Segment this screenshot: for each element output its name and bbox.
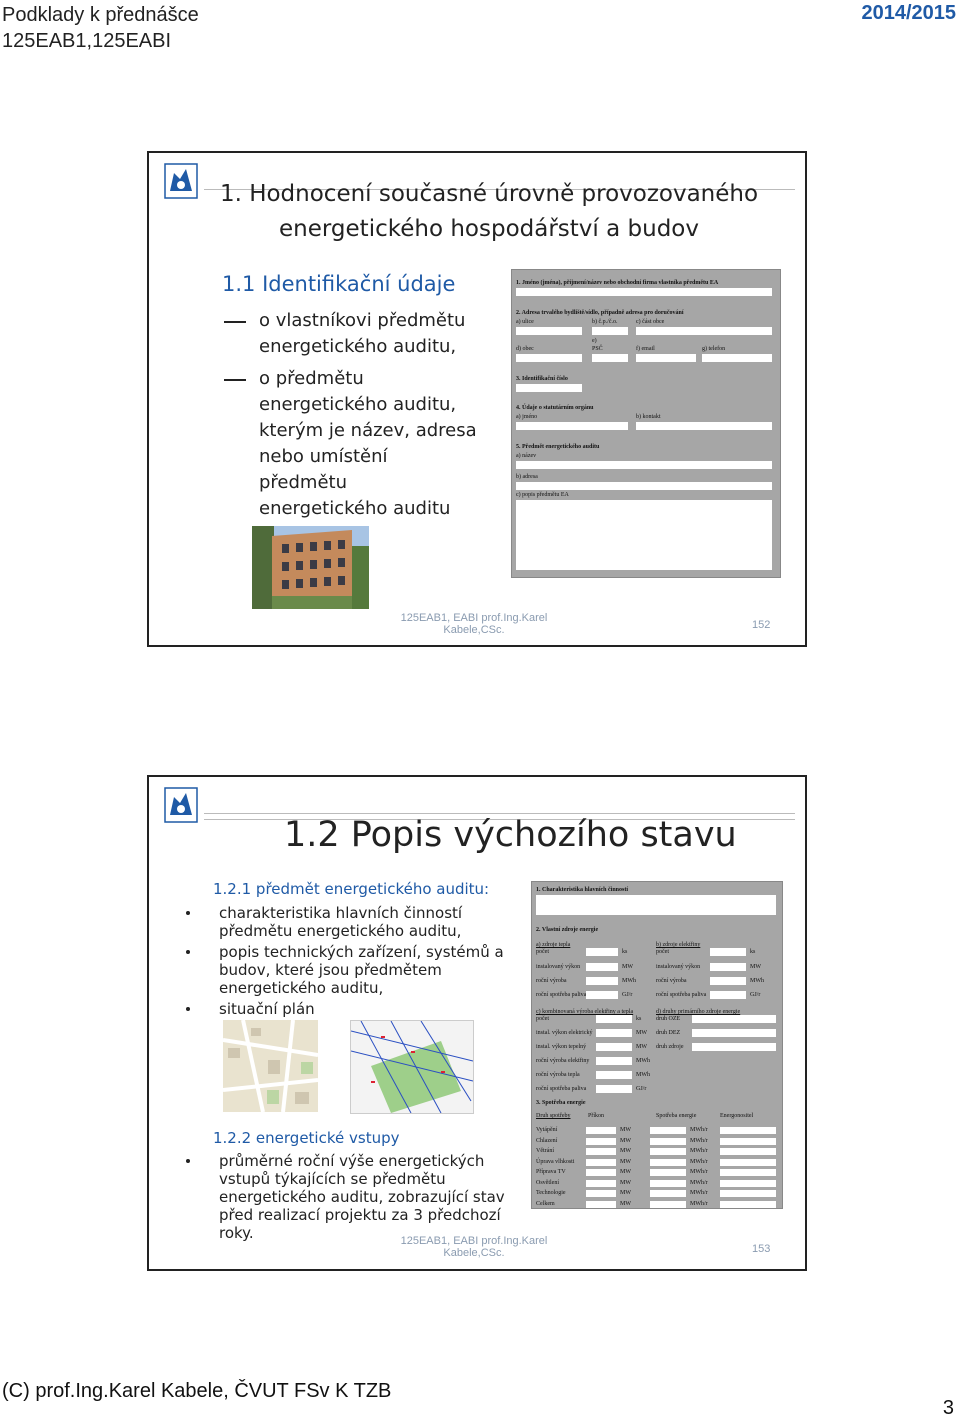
table-row-label: Příprava TV <box>536 1169 566 1175</box>
header-courses: 125EAB1,125EABI <box>2 30 172 52</box>
form-label: druh zdroje <box>656 1044 684 1050</box>
form-label: Energonositel <box>720 1113 754 1119</box>
unit-label: MW <box>620 1127 631 1133</box>
form-label: GJ/r <box>636 1086 647 1092</box>
form-box <box>720 1159 776 1166</box>
form-box <box>596 1085 632 1093</box>
form-box <box>586 1169 616 1176</box>
form-box <box>596 1015 632 1023</box>
building-photo <box>252 526 369 609</box>
form-box <box>650 1148 686 1155</box>
footer-line: Kabele,CSc. <box>443 624 505 636</box>
form-box <box>650 1127 686 1134</box>
bullet-line: charakteristika hlavních činností <box>219 904 463 922</box>
form-label: roční spotřeba paliva <box>536 992 587 998</box>
dash-bullet-icon <box>224 379 246 381</box>
form-box <box>692 1029 776 1037</box>
bullet-item <box>219 904 462 940</box>
bullet-line: popis technických zařízení, systémů a <box>219 943 504 961</box>
form-box <box>720 1148 776 1155</box>
form-label: instal. výkon elektrický <box>536 1030 593 1036</box>
form-box <box>516 354 582 362</box>
form-box <box>692 1015 776 1023</box>
bullet-line: energetického auditu <box>259 498 451 519</box>
form-label: MWh <box>636 1058 650 1064</box>
site-map-image <box>223 1020 318 1112</box>
form-label: počet <box>656 949 669 955</box>
bullet-line: o vlastníkovi předmětu <box>259 310 466 331</box>
form-label: 4. Údaje o statutárním orgánu <box>516 405 594 411</box>
bullet-item <box>219 1000 315 1018</box>
form-label: MW <box>636 1030 647 1036</box>
slide-number: 153 <box>752 1243 771 1255</box>
form-label: roční výroba <box>536 978 567 984</box>
form-label: Druh spotřeby <box>536 1113 571 1119</box>
bullet-line: vstupů týkajících se předmětu <box>219 1170 446 1188</box>
unit-label: MW <box>620 1179 631 1186</box>
identification-form-image <box>511 269 781 578</box>
form-box <box>516 288 772 296</box>
form-label: b) kontakt <box>636 414 661 420</box>
form-label: a) zdroje tepla <box>536 942 571 948</box>
bullet-item <box>259 308 465 360</box>
form-label: MW <box>622 964 633 970</box>
unit-label: MWh/r <box>690 1200 708 1207</box>
bullet-line: energetického auditu, <box>219 979 384 997</box>
form-label: a) název <box>516 453 537 459</box>
form-label: instal. výkon tepelný <box>536 1044 587 1050</box>
form-box <box>586 1127 616 1134</box>
form-box <box>596 1057 632 1065</box>
bullet-item <box>259 366 477 522</box>
bullet-line: situační plán <box>219 1000 315 1018</box>
form-box <box>586 948 618 956</box>
form-box <box>636 354 696 362</box>
form-box <box>720 1127 776 1134</box>
form-box <box>710 963 746 971</box>
unit-label: MW <box>620 1158 631 1165</box>
university-logo-icon <box>164 787 198 823</box>
bullet-dot-icon <box>186 1007 190 1011</box>
form-label: roční výroba <box>656 978 687 984</box>
form-label: e) <box>592 338 597 344</box>
table-row-label: Vytápění <box>536 1127 558 1133</box>
bullet-line: o předmětu <box>259 368 364 389</box>
form-label: 1. Charakteristika hlavních činností <box>536 887 629 893</box>
header-rule <box>204 813 795 814</box>
form-box <box>592 354 628 362</box>
form-label: ks <box>750 949 756 955</box>
bullet-line: předmětu energetického auditu, <box>219 922 462 940</box>
form-label: počet <box>536 1016 549 1022</box>
bullet-dot-icon <box>186 950 190 954</box>
table-row-label: Celkem <box>536 1200 555 1207</box>
form-label: GJ/r <box>750 992 761 998</box>
footer-author: (C) prof.Ing.Karel Kabele, ČVUT FSv K TZB <box>2 1380 392 1402</box>
form-box <box>650 1169 686 1176</box>
form-label: d) obec <box>516 346 534 352</box>
unit-label: MW <box>620 1137 631 1144</box>
unit-label: MWh/r <box>690 1148 708 1154</box>
header-title: Podklady k přednášce <box>2 4 199 26</box>
form-box <box>650 1159 686 1166</box>
header-left <box>2 2 199 54</box>
form-label: ks <box>636 1016 642 1022</box>
bullet-line: energetického auditu, <box>259 394 457 415</box>
form-label: 2. Vlastní zdroje energie <box>536 927 599 933</box>
form-label: f) email <box>636 346 655 352</box>
bullet-line: předmětu <box>259 472 348 493</box>
section-heading: 1.2.2 energetické vstupy <box>213 1129 400 1147</box>
form-label: a) ulice <box>516 319 534 325</box>
form-label: c) část obce <box>636 319 665 325</box>
dash-bullet-icon <box>224 321 246 323</box>
form-box <box>596 1071 632 1079</box>
slide-153 <box>147 775 807 1271</box>
form-label: Spotřeba energie <box>656 1113 697 1119</box>
title-line: 1. Hodnocení současné úrovně provozovaného <box>219 181 759 207</box>
form-label: roční výroba tepla <box>536 1072 580 1078</box>
form-label: roční spotřeba paliva <box>536 1086 587 1092</box>
form-label: c) popis předmětu EA <box>516 492 569 498</box>
form-box <box>516 461 772 469</box>
form-box <box>650 1180 686 1187</box>
form-box <box>710 977 746 985</box>
bullet-item <box>219 1152 505 1242</box>
form-label: GJ/r <box>622 992 633 998</box>
form-label: 2. Adresa trvalého bydliště/sídlo, případně adresa pro doručování <box>516 310 684 316</box>
form-box <box>720 1190 776 1197</box>
unit-label: MW <box>620 1190 631 1196</box>
unit-label: MWh/r <box>690 1190 708 1196</box>
form-label: PSČ <box>592 346 603 352</box>
form-box <box>710 991 746 999</box>
slide-footer <box>389 612 559 636</box>
table-row-label: Úprava vlhkosti <box>536 1158 575 1165</box>
form-box <box>536 895 776 915</box>
form-label: d) druhy primárního zdroje energie <box>656 1009 741 1015</box>
footer-line: Kabele,CSc. <box>443 1247 505 1259</box>
form-box <box>650 1201 686 1208</box>
bullet-line: nebo umístění <box>259 446 388 467</box>
energy-sources-form-image <box>531 881 783 1209</box>
form-label: MW <box>750 964 761 970</box>
form-box <box>592 327 628 335</box>
form-label: Příkon <box>588 1113 605 1119</box>
table-row-label: Osvětlení <box>536 1179 559 1186</box>
bullet-line: energetického auditu, <box>259 336 457 357</box>
form-box <box>586 1190 616 1197</box>
bullet-line: budov, které jsou předmětem <box>219 961 442 979</box>
form-label: druh DEZ <box>656 1030 681 1036</box>
form-label: a) jméno <box>516 414 538 420</box>
form-box <box>586 991 618 999</box>
unit-label: MWh/r <box>690 1179 708 1186</box>
unit-label: MWh/r <box>690 1127 708 1133</box>
form-label: 3. Spotřeba energie <box>536 1100 586 1106</box>
slide-title: 1.2 Popis výchozího stavu <box>284 815 737 855</box>
page-number: 3 <box>942 1397 954 1419</box>
unit-label: MWh/r <box>690 1137 708 1144</box>
table-row-label: Větrání <box>536 1148 554 1154</box>
slide-152 <box>147 151 807 647</box>
form-label: druh OZE <box>656 1016 681 1022</box>
form-box <box>636 327 772 335</box>
form-box <box>586 977 618 985</box>
header-year: 2014/2015 <box>861 2 956 24</box>
form-box <box>710 948 746 956</box>
table-row-label: Technologie <box>536 1190 566 1196</box>
form-box <box>586 1180 616 1187</box>
bullet-dot-icon <box>186 1159 190 1163</box>
unit-label: MWh/r <box>690 1158 708 1165</box>
site-plan-image <box>350 1020 474 1114</box>
form-box <box>650 1190 686 1197</box>
form-box <box>586 1201 616 1208</box>
form-box <box>586 1159 616 1166</box>
unit-label: MWh/r <box>690 1169 708 1175</box>
form-label: b) adresa <box>516 474 538 480</box>
bullet-line: průměrné roční výše energetických <box>219 1152 485 1170</box>
form-box <box>516 422 628 430</box>
form-label: 3. Identifikační číslo <box>516 376 568 382</box>
form-label: roční výroba elektřiny <box>536 1058 590 1064</box>
form-box <box>516 327 582 335</box>
form-label: instalovaný výkon <box>536 964 581 970</box>
form-box <box>596 1043 632 1051</box>
form-box <box>636 422 772 430</box>
form-label: MWh <box>750 978 764 984</box>
slide-subtitle: 1.1 Identifikační údaje <box>222 272 456 296</box>
form-box <box>586 1138 616 1145</box>
form-box <box>596 1029 632 1037</box>
form-label: b) zdroje elektřiny <box>656 942 701 948</box>
bullet-item <box>219 943 504 997</box>
slide-footer <box>389 1235 559 1259</box>
form-label: roční spotřeba paliva <box>656 992 707 998</box>
bullet-line: před realizací projektu za 3 předchozí <box>219 1206 501 1224</box>
unit-label: MW <box>620 1169 631 1175</box>
form-box <box>516 482 772 490</box>
form-box <box>702 354 772 362</box>
bullet-line: roky. <box>219 1224 254 1242</box>
table-row-label: Chlazení <box>536 1137 558 1144</box>
footer-line: 125EAB1, EABI prof.Ing.Karel <box>400 612 548 624</box>
form-label: c) kombinovaná výroba elektřiny a tepla <box>536 1009 634 1015</box>
form-box <box>692 1043 776 1051</box>
form-box <box>720 1201 776 1208</box>
form-label: instalovaný výkon <box>656 964 701 970</box>
unit-label: MW <box>620 1148 631 1154</box>
form-box <box>720 1180 776 1187</box>
bullet-line: kterým je název, adresa <box>259 420 477 441</box>
form-box <box>720 1169 776 1176</box>
form-box <box>650 1138 686 1145</box>
form-label: 1. Jméno (jména), příjmení/název nebo obchodní firma vlastníka předmětu EA <box>516 280 719 286</box>
form-label: g) telefon <box>702 346 726 352</box>
form-label: ks <box>622 949 628 955</box>
section-heading: 1.2.1 předmět energetického auditu: <box>213 880 490 898</box>
form-label: MWh <box>622 978 636 984</box>
slide-number: 152 <box>752 619 771 631</box>
form-label: b) č.p./č.o. <box>592 319 618 325</box>
form-box <box>516 384 582 392</box>
form-box <box>586 1148 616 1155</box>
bullet-line: energetického auditu, zobrazující stav <box>219 1188 505 1206</box>
title-line: energetického hospodářství a budov <box>279 216 699 242</box>
form-box <box>586 963 618 971</box>
form-label: 5. Předmět energetického auditu <box>516 444 600 450</box>
form-box <box>516 500 772 570</box>
form-label: MW <box>636 1044 647 1050</box>
slide-title <box>189 177 789 247</box>
form-label: MWh <box>636 1072 650 1078</box>
footer-line: 125EAB1, EABI prof.Ing.Karel <box>400 1235 548 1247</box>
unit-label: MW <box>620 1200 631 1207</box>
form-label: počet <box>536 949 549 955</box>
bullet-dot-icon <box>186 911 190 915</box>
form-box <box>720 1138 776 1145</box>
